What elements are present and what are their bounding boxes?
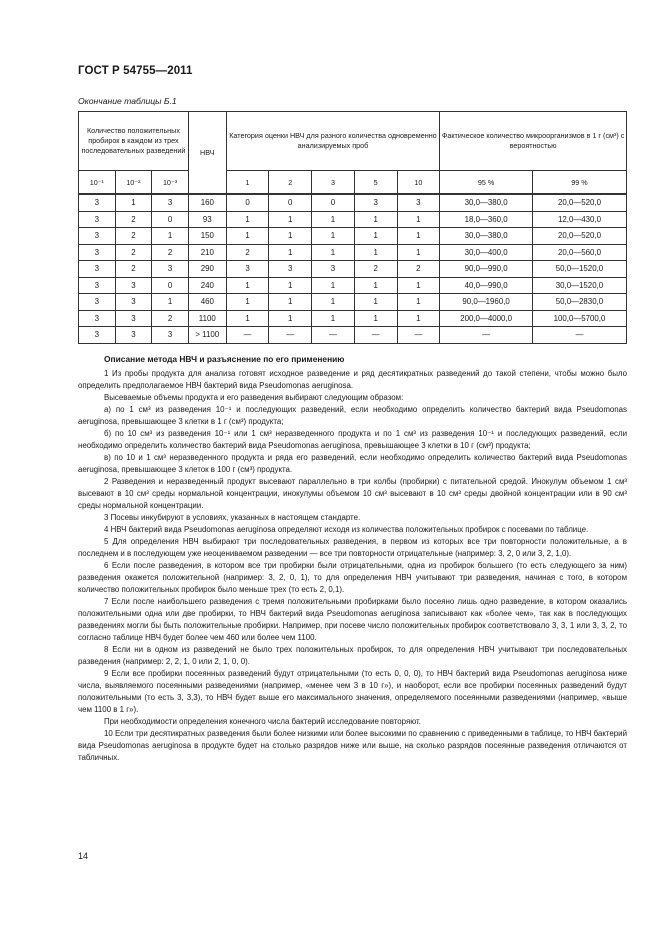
- subheader-cell: 1: [226, 171, 269, 195]
- table-row: [79, 310, 627, 327]
- table-cell: 0: [312, 194, 355, 211]
- table-cell: —: [226, 327, 269, 344]
- table-cell: —: [532, 327, 626, 344]
- table-cell: 3: [79, 244, 116, 261]
- table-cell: 12,0—430,0: [532, 211, 626, 228]
- table-cell: —: [312, 327, 355, 344]
- table-cell: 1: [312, 228, 355, 245]
- subheader-cell: 5: [354, 171, 397, 195]
- paragraph: 10 Если три десятикратных разведения были более низкими или более высокими по сравнению с приведенными в таблице, то НВЧ бактерий вида Pseudomonas aeruginosa в продукте будет на столько разрядов ниже или выше, на сколько разрядов посеянные разведения отличаются от табличных.: [78, 729, 627, 762]
- table-cell: 1: [152, 228, 189, 245]
- table-cell: 90,0—1960,0: [440, 294, 533, 311]
- mpn-table: [78, 111, 627, 344]
- table-cell: 1: [312, 211, 355, 228]
- subheader-cell: 99 %: [532, 171, 626, 195]
- table-cell: 210: [188, 244, 226, 261]
- table-cell: 3: [115, 327, 152, 344]
- table-row: [79, 294, 627, 311]
- table-cell: 3: [152, 327, 189, 344]
- table-cell: —: [440, 327, 533, 344]
- table-cell: 3: [152, 194, 189, 211]
- table-cell: 1: [354, 211, 397, 228]
- subheader-cell: 10: [397, 171, 440, 195]
- table-cell: 3: [397, 194, 440, 211]
- paragraph: При необходимости определения конечного числа бактерий исследование повторяют.: [104, 717, 421, 726]
- table-cell: 2: [115, 244, 152, 261]
- table-row: [79, 194, 627, 211]
- paragraph: б) по 10 см³ из разведения 10⁻¹ или 1 см³ неразведенного продукта и по 1 см³ из разведения 10⁻¹ и последующих разведений, если необходимо определить количество бактерий вида Pseudomonas aeruginosa, превышающее 3 клетки в 10 г (см³) продукта;: [78, 429, 627, 450]
- subheader-cell: 95 %: [440, 171, 533, 195]
- table-cell: 1: [354, 277, 397, 294]
- table-caption: Окончание таблицы Б.1: [78, 96, 177, 106]
- paragraph: Высеваемые объемы продукта и его разведения выбирают следующим образом:: [104, 393, 404, 402]
- table-cell: 1: [269, 294, 312, 311]
- table-cell: 1: [354, 310, 397, 327]
- table-cell: 1: [269, 244, 312, 261]
- table-cell: 1: [312, 244, 355, 261]
- table-cell: 1: [226, 277, 269, 294]
- table-cell: 1: [354, 228, 397, 245]
- table-row: [79, 211, 627, 228]
- table-cell: 1: [354, 294, 397, 311]
- table-cell: 93: [188, 211, 226, 228]
- header-category: Категория оценки НВЧ для разного количества одновременно анализируемых проб: [226, 112, 440, 171]
- paragraph: 1 Из пробы продукта для анализа готовят исходное разведение и ряд десятикратных разведений до такой степени, чтобы можно было определить предполагаемое НВЧ бактерий вида Pseudomonas aeruginosa.: [78, 369, 627, 390]
- table-cell: 3: [354, 194, 397, 211]
- table-cell: 240: [188, 277, 226, 294]
- table-cell: 50,0—2830,0: [532, 294, 626, 311]
- table-cell: 0: [152, 211, 189, 228]
- table-cell: 1: [269, 310, 312, 327]
- table-cell: 3: [115, 277, 152, 294]
- paragraph: 2 Разведения и неразведенный продукт высевают параллельно в три колбы (пробирки) с питательной средой. Инокулум объемом 1 см³ высевают в 10 см³ среды нормальной концентрации, инокулумы объемом 10 см³ высевают в 10 см³ среды двойной концентрации или в 90 см³ среды нормальной концентрации.: [78, 477, 627, 510]
- table-cell: 1: [397, 310, 440, 327]
- table-cell: 3: [152, 261, 189, 278]
- subheader-cell: 10⁻³: [152, 171, 189, 195]
- table-cell: —: [354, 327, 397, 344]
- paragraph: 6 Если после разведения, в котором все три пробирки были отрицательными, одна из пробирок большего (то есть следующего за ним) разведения окажется положительной (например: 3, 2, 0, 1), то для определения НВЧ учитывают три разведения, начиная с того, в котором количество положительных пробирок было меньше трех (то есть 2, 0,1).: [78, 561, 627, 594]
- table-cell: 3: [79, 277, 116, 294]
- table-cell: 20,0—560,0: [532, 244, 626, 261]
- paragraph: 3 Посевы инкубируют в условиях, указанных в настоящем стандарте.: [104, 513, 361, 522]
- table-cell: 40,0—990,0: [440, 277, 533, 294]
- table-cell: 1: [269, 277, 312, 294]
- table-cell: 3: [79, 194, 116, 211]
- table-cell: 3: [79, 294, 116, 311]
- table-cell: 290: [188, 261, 226, 278]
- table-cell: 30,0—400,0: [440, 244, 533, 261]
- table-cell: 3: [269, 261, 312, 278]
- document-header: ГОСТ Р 54755—2011: [78, 65, 193, 77]
- paragraph: 7 Если после наибольшего разведения с тремя положительными пробирками было посеяно лишь одно разведение, в котором оказались положительными одна или две пробирки, то НВЧ бактерий вида Pseudomonas aeruginosa записывают как «более чем», так как в последующих разведениях могли бы быть положительные пробирки. Например, при посеве число положительных пробирок соответствовало 3, 3, 1 или 3, 3, 2, то согласно таблице НВЧ будет более чем 460 или более чем 1100.: [78, 597, 627, 642]
- table-cell: 1: [312, 277, 355, 294]
- table-cell: 1: [226, 211, 269, 228]
- table-cell: 2: [226, 244, 269, 261]
- table-row: [79, 327, 627, 344]
- table-cell: 1: [226, 228, 269, 245]
- table-cell: 3: [115, 310, 152, 327]
- table-cell: 1: [226, 310, 269, 327]
- table-cell: 3: [79, 261, 116, 278]
- table-cell: > 1100: [188, 327, 226, 344]
- table-cell: 0: [226, 194, 269, 211]
- table-cell: 3: [79, 310, 116, 327]
- table-cell: 2: [115, 228, 152, 245]
- table-cell: 0: [152, 277, 189, 294]
- table-cell: 2: [397, 261, 440, 278]
- table-row: [79, 261, 627, 278]
- table-cell: 0: [269, 194, 312, 211]
- table-cell: 3: [79, 228, 116, 245]
- header-mpn: НВЧ: [188, 112, 226, 195]
- table-cell: 30,0—380,0: [440, 194, 533, 211]
- table-cell: 1: [226, 294, 269, 311]
- table-cell: 2: [354, 261, 397, 278]
- subheader-cell: 2: [269, 171, 312, 195]
- table-cell: 1: [312, 310, 355, 327]
- table-cell: 90,0—990,0: [440, 261, 533, 278]
- table-cell: 50,0—1520,0: [532, 261, 626, 278]
- table-cell: 2: [152, 310, 189, 327]
- table-row: [79, 277, 627, 294]
- table-cell: —: [397, 327, 440, 344]
- table-cell: 2: [115, 261, 152, 278]
- table-cell: 3: [312, 261, 355, 278]
- table-cell: 1: [397, 228, 440, 245]
- paragraph: 5 Для определения НВЧ выбирают три последовательных разведения, в первом из которых все три повторности положительные, а в последнем и в последующем уже неоцениваемом разведении — все три повторности отрицательные (например: 3, 2, 0 или 3, 2, 1,0).: [78, 537, 627, 558]
- table-cell: 1: [115, 194, 152, 211]
- table-row: [79, 244, 627, 261]
- table-cell: 1: [269, 211, 312, 228]
- section-title: Описание метода НВЧ и разъяснение по его применению: [104, 354, 345, 364]
- table-cell: 460: [188, 294, 226, 311]
- paragraph: а) по 1 см³ из разведения 10⁻¹ и последующих разведений, если необходимо определить количество бактерий вида Pseudomonas aeruginosa, превышающее 3 клетки в 1 г (см³) продукта;: [78, 405, 627, 426]
- table-cell: 1: [397, 211, 440, 228]
- table-cell: 160: [188, 194, 226, 211]
- table-cell: 1: [397, 277, 440, 294]
- table-cell: 1: [269, 228, 312, 245]
- table-cell: 2: [152, 244, 189, 261]
- method-description: [78, 353, 627, 764]
- header-positive-tubes: Количество положительных пробирок в каждом из трех последовательных разведений: [79, 112, 189, 171]
- table-cell: 30,0—1520,0: [532, 277, 626, 294]
- table-cell: 18,0—360,0: [440, 211, 533, 228]
- paragraph: 4 НВЧ бактерий вида Pseudomonas aeruginosa определяют исходя из количества положительных пробирок с посевами по таблице.: [104, 525, 589, 534]
- page-number: 14: [78, 851, 89, 861]
- table-cell: 150: [188, 228, 226, 245]
- table-cell: 1: [397, 294, 440, 311]
- table-cell: 1: [312, 294, 355, 311]
- paragraph: в) по 10 и 1 см³ неразведенного продукта и ряда его разведений, если необходимо определить количество бактерий вида Pseudomonas aeruginosa, превышающее 3 клеток в 100 г (см³) продукта.: [78, 453, 627, 474]
- subheader-cell: 10⁻²: [115, 171, 152, 195]
- table-cell: 1: [354, 244, 397, 261]
- table-cell: 3: [226, 261, 269, 278]
- table-cell: 20,0—520,0: [532, 228, 626, 245]
- subheader-cell: 3: [312, 171, 355, 195]
- table-row: [79, 228, 627, 245]
- table-cell: 30,0—380,0: [440, 228, 533, 245]
- table-cell: 1: [397, 244, 440, 261]
- table-cell: 1: [152, 294, 189, 311]
- table-cell: 200,0—4000,0: [440, 310, 533, 327]
- paragraph: 8 Если ни в одном из разведений не было трех положительных пробирок, то для определения НВЧ учитывают три последовательных разведения (например: 2, 2, 1, 0 или 2, 1, 0, 0).: [78, 645, 627, 666]
- table-cell: —: [269, 327, 312, 344]
- table-cell: 100,0—5700,0: [532, 310, 626, 327]
- table-cell: 20,0—520,0: [532, 194, 626, 211]
- paragraph: 9 Если все пробирки посеянных разведений будут отрицательными (то есть 0, 0, 0), то НВЧ бактерий вида Pseudomonas aeruginosa ниже числа, выявляемого посеянными разведениями (например, «менее чем 3 в 10 г»), и наоборот, если все пробирки посеянных разведений будут положительными (то есть 3, 3,3), то НВЧ будет выше его максимального значения, определяемого посеянными разведениями (например, «выше чем 1100 в 1 г»).: [78, 669, 627, 714]
- table-cell: 1100: [188, 310, 226, 327]
- table-cell: 3: [115, 294, 152, 311]
- subheader-cell: 10⁻¹: [79, 171, 116, 195]
- table-cell: 2: [115, 211, 152, 228]
- header-actual-count: Фактическое количество микроорганизмов в 1 г (см³) с вероятностью: [440, 112, 627, 171]
- table-cell: 3: [79, 211, 116, 228]
- table-cell: 3: [79, 327, 116, 344]
